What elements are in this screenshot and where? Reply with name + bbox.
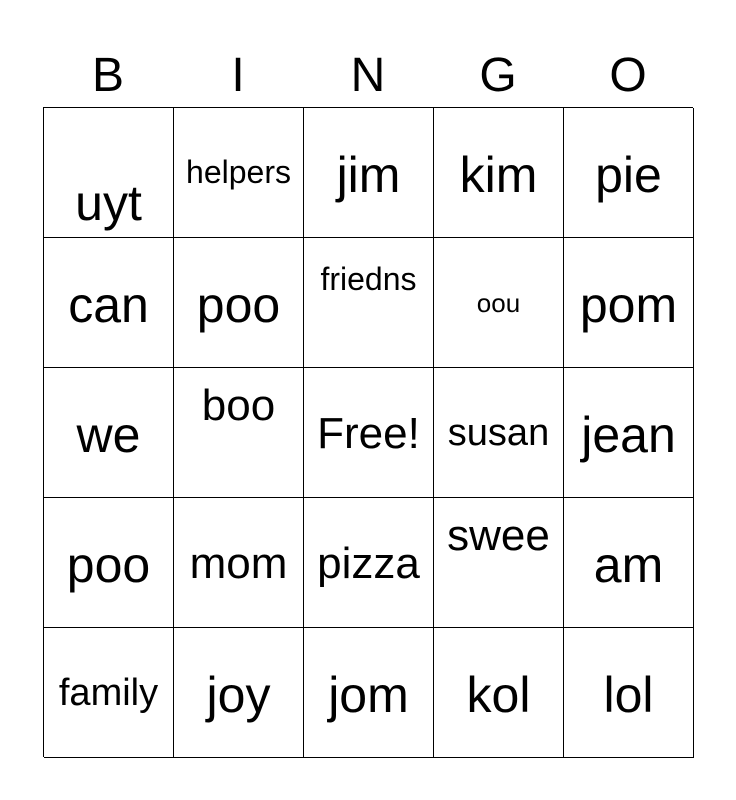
cell-text: family (58, 672, 159, 714)
bingo-cell[interactable] (44, 238, 174, 368)
cell-text: jom (328, 667, 409, 723)
bingo-cell[interactable] (434, 368, 564, 498)
cell-text: mom (189, 539, 288, 588)
cell-text: swee (447, 511, 550, 560)
header-letter-g: G (479, 49, 517, 102)
bingo-cell[interactable] (174, 368, 304, 498)
header-letter-o: O (609, 49, 647, 102)
cell-text: boo (201, 381, 276, 430)
cell-text: pom (579, 277, 678, 333)
bingo-cell[interactable] (434, 628, 564, 758)
bingo-cell[interactable] (564, 498, 694, 628)
cell-text: pie (595, 147, 662, 203)
cell-text: jim (336, 147, 401, 203)
free-space-cell[interactable] (304, 368, 434, 498)
bingo-cell[interactable] (174, 628, 304, 758)
header-letter-b: B (91, 49, 124, 102)
cell-text: we (76, 407, 141, 463)
cell-text: friedns (320, 261, 417, 297)
cell-text: uyt (75, 175, 142, 231)
header-letter-n: N (350, 49, 386, 102)
bingo-cell[interactable] (44, 498, 174, 628)
bingo-cell[interactable] (44, 628, 174, 758)
cell-text: helpers (186, 154, 291, 190)
bingo-header (43, 48, 693, 104)
bingo-cell[interactable] (44, 368, 174, 498)
bingo-cell[interactable] (304, 108, 434, 238)
bingo-cell[interactable] (304, 238, 434, 368)
bingo-cell[interactable] (174, 238, 304, 368)
bingo-cell[interactable] (174, 498, 304, 628)
cell-text: jean (581, 407, 676, 463)
header-letter-i: I (231, 49, 245, 102)
cell-text: kim (459, 147, 538, 203)
cell-text: lol (603, 667, 654, 723)
cell-text: susan (447, 412, 550, 454)
cell-text: poo (196, 277, 281, 333)
bingo-cell[interactable] (44, 108, 174, 238)
bingo-cell[interactable] (434, 498, 564, 628)
bingo-cell[interactable] (434, 108, 564, 238)
bingo-cell[interactable] (564, 238, 694, 368)
cell-text: oou (476, 288, 521, 318)
bingo-cell[interactable] (564, 628, 694, 758)
cell-text: poo (66, 537, 151, 593)
cell-text: pizza (317, 539, 420, 588)
free-space-text: Free! (317, 409, 420, 458)
cell-text: kol (466, 667, 531, 723)
bingo-cell[interactable] (174, 108, 304, 238)
cell-text: am (593, 537, 664, 593)
bingo-cell[interactable] (304, 498, 434, 628)
bingo-card (43, 107, 693, 757)
bingo-cell[interactable] (564, 108, 694, 238)
bingo-cell[interactable] (434, 238, 564, 368)
bingo-cell[interactable] (304, 628, 434, 758)
cell-text: joy (206, 667, 271, 723)
cell-text: can (68, 277, 149, 333)
bingo-cell[interactable] (564, 368, 694, 498)
